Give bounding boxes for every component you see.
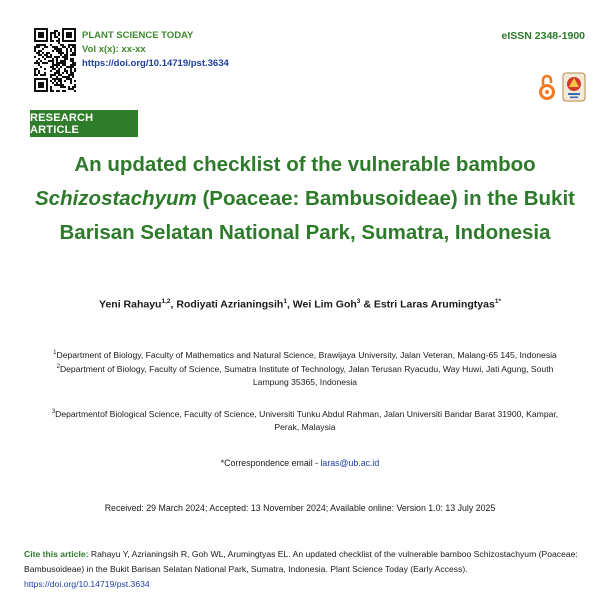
author-name: Estri Laras Arumingtyas (373, 298, 495, 311)
author-separator: & (360, 298, 374, 311)
eissn-label: eISSN 2348-1900 (501, 30, 585, 42)
affiliation-2 (40, 361, 570, 389)
author-affiliation-sup: 1* (494, 298, 501, 305)
journal-header (82, 29, 229, 71)
article-title (20, 148, 590, 250)
title-part-1: An updated checklist of the vulnerable bamboo (74, 153, 536, 176)
title-part-2: (Poaceae: Bambusoideae) in the Bukit Barisan Selatan National Park, Sumatra, Indonesia (59, 187, 575, 244)
publication-dates: Received: 29 March 2024; Accepted: 13 November 2024; Available online: Version 1.0: 13 July 2025 (104, 503, 496, 513)
author-name: Wei Lim Goh (292, 298, 357, 311)
correspondence-label: *Correspondence email - (220, 458, 321, 468)
affiliation-sup: 3 (51, 409, 56, 415)
author-separator: , (170, 298, 177, 311)
author-affiliation-sup: 3 (356, 298, 361, 305)
journal-doi-link[interactable]: https://doi.org/10.14719/pst.3634 (82, 58, 229, 69)
author-name: Rodiyati Azrianingsih (176, 298, 284, 311)
open-access-icon (538, 73, 556, 101)
affiliation-sup: 2 (56, 364, 60, 370)
citation-label: Cite this article: (24, 549, 89, 559)
author-affiliation-sup: 1,2 (161, 298, 171, 305)
affiliation-text: Department of Biology, Faculty of Science, Sumatra Institute of Technology, Jalan Terusan Ryacudu, Way Huwi, Jati Agung, South Lampung 35365, Indonesia (59, 363, 554, 387)
citation-block (24, 547, 584, 592)
journal-logo-icon (562, 72, 586, 102)
citation-text: Rahayu Y, Azrianingsih R, Goh WL, Arumingtyas EL. An updated checklist of the vulnerable bamboo Schizostachyum (Poaceae: Bambusoideae) in the Bukit Barisan Selatan National Park, Sumatra, Indonesia. Plant Science Today (Early Access). (24, 549, 578, 574)
author-separator: , (286, 298, 293, 311)
affiliation-3 (40, 406, 570, 434)
correspondence (0, 458, 600, 468)
journal-volume: Vol x(x): xx-xx (82, 44, 146, 55)
affiliation-sup: 1 (53, 350, 57, 356)
citation-doi-link[interactable]: https://doi.org/10.14719/pst.3634 (24, 579, 150, 589)
affiliation-1 (40, 347, 570, 362)
author-name: Yeni Rahayu (99, 298, 162, 311)
author-affiliation-sup: 1 (283, 298, 287, 305)
author-list (0, 298, 600, 311)
journal-name: PLANT SCIENCE TODAY (82, 30, 194, 41)
qr-code-icon (34, 28, 76, 92)
affiliation-text: Departmentof Biological Science, Faculty of Science, Universiti Tunku Abdul Rahman, Jalan Universiti Bandar Barat 31900, Kampar, Perak, Malaysia (55, 408, 559, 432)
affiliation-text: Department of Biology, Faculty of Mathematics and Natural Science, Brawijaya University, Jalan Veteran, Malang-65 145, Indonesia (56, 349, 557, 360)
title-italic-genus: Schizostachyum (35, 187, 197, 210)
correspondence-email-link[interactable]: laras@ub.ac.id (320, 458, 380, 468)
article-type-badge: RESEARCH ARTICLE (30, 110, 138, 137)
